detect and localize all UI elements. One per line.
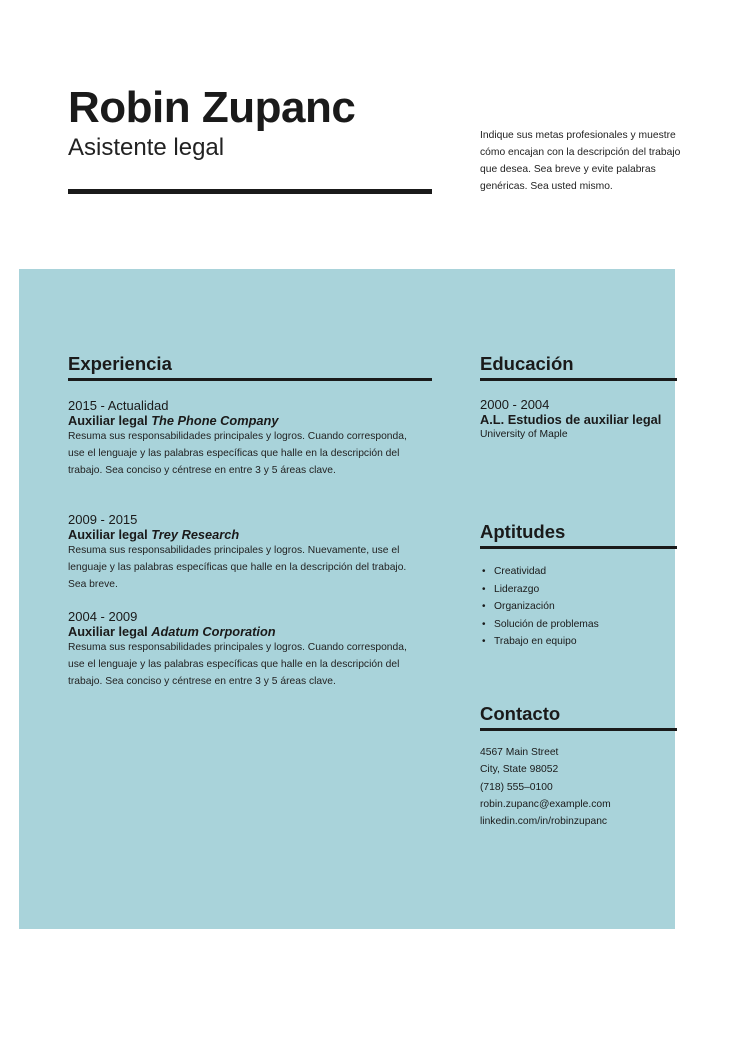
role-title: Auxiliar legal xyxy=(68,413,148,428)
contact-linkedin[interactable]: linkedin.com/in/robinzupanc xyxy=(480,816,608,828)
experience-dates: 2009 - 2015 xyxy=(68,512,138,527)
experience-dates: 2004 - 2009 xyxy=(68,609,138,624)
experience-entry xyxy=(68,398,408,479)
education-degree: A.L. Estudios de auxiliar legal xyxy=(480,412,662,427)
list-item xyxy=(480,633,599,651)
skill-label: Liderazgo xyxy=(494,583,540,595)
contact-heading: Contacto xyxy=(480,703,561,724)
experience-heading: Experiencia xyxy=(68,353,172,374)
experience-description: Resuma sus responsabilidades principales y logros. Nuevamente, use el lenguaje y las palabras específicas que halle en la descripción del trabajo. Sea breve. xyxy=(68,545,407,590)
list-item xyxy=(480,616,599,634)
job-title: Asistente legal xyxy=(68,134,225,161)
contact-street: 4567 Main Street xyxy=(480,747,559,758)
experience-description: Resuma sus responsabilidades principales y logros. Cuando corresponda, use el lenguaje y las palabras específicas que halle en la descripción del trabajo. Sea conciso y céntrese en entre 3 y 5 áreas clave. xyxy=(68,642,407,687)
experience-dates: 2015 - Actualidad xyxy=(68,398,169,413)
education-dates: 2000 - 2004 xyxy=(480,397,550,412)
skill-label: Trabajo en equipo xyxy=(494,636,577,647)
skill-label: Creatividad xyxy=(494,566,547,577)
objective-text: Indique sus metas profesionales y muestre cómo encajan con la descripción del trabajo que desea. Sea breve y evite palabras genéricas. Sea usted mismo. xyxy=(480,130,681,192)
contact-email[interactable]: robin.zupanc@example.com xyxy=(480,798,611,810)
contact-block xyxy=(480,744,611,830)
skill-label: Organización xyxy=(494,601,555,612)
experience-entry xyxy=(68,609,408,690)
bullet-icon: • xyxy=(482,566,486,577)
skills-rule xyxy=(480,546,677,549)
experience-role xyxy=(68,413,408,428)
candidate-name: Robin Zupanc xyxy=(68,83,356,132)
skill-label: Solución de problemas xyxy=(494,618,599,630)
experience-role xyxy=(68,624,408,639)
experience-description: Resuma sus responsabilidades principales y logros. Cuando corresponda, use el lenguaje y las palabras específicas que halle en la descripción del trabajo. Sea conciso y céntrese en entre 3 y 5 áreas clave. xyxy=(68,431,407,476)
bullet-icon: • xyxy=(482,618,486,630)
list-item xyxy=(480,598,599,616)
skills-heading: Aptitudes xyxy=(480,521,566,542)
list-item xyxy=(480,581,599,599)
skills-list xyxy=(480,563,599,651)
experience-role xyxy=(68,527,408,542)
company-name: The Phone Company xyxy=(151,413,279,428)
header-rule xyxy=(68,189,432,194)
role-title: Auxiliar legal xyxy=(68,527,148,542)
bullet-icon: • xyxy=(482,601,486,612)
company-name: Adatum Corporation xyxy=(151,624,276,639)
contact-rule xyxy=(480,728,677,731)
list-item xyxy=(480,563,599,581)
bullet-icon: • xyxy=(482,636,486,647)
experience-rule xyxy=(68,378,432,381)
education-heading: Educación xyxy=(480,353,574,374)
education-rule xyxy=(480,378,677,381)
bullet-icon: • xyxy=(482,583,486,595)
contact-phone: (718) 555–0100 xyxy=(480,781,553,793)
role-title: Auxiliar legal xyxy=(68,624,148,639)
experience-entry xyxy=(68,512,408,593)
company-name: Trey Research xyxy=(151,527,240,542)
contact-city: City, State 98052 xyxy=(480,764,559,776)
education-school: University of Maple xyxy=(480,429,568,440)
education-entry xyxy=(480,397,680,442)
